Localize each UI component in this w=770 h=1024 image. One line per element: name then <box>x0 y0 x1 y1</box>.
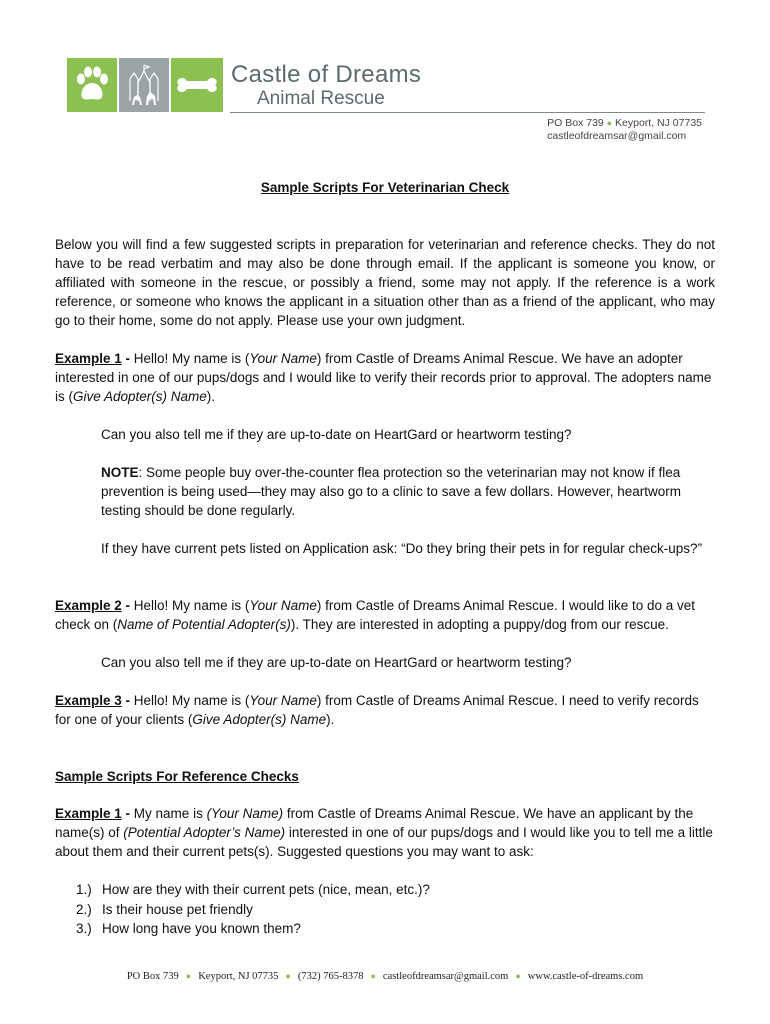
example-dash: - <box>121 598 134 613</box>
reference-questions-list <box>76 880 430 939</box>
list-text: How long have you known them? <box>102 921 301 936</box>
address-city: Keyport, NJ 07735 <box>615 117 702 129</box>
reference-section-title <box>55 767 715 786</box>
example-placeholder: Name of Potential Adopter(s) <box>117 617 291 632</box>
pets-question: If they have current pets listed on Application ask: “Do they bring their pets in for regular check-ups?” <box>101 541 703 556</box>
address-email: castleofdreamsar@gmail.com <box>547 130 687 142</box>
example-text: ). <box>326 712 335 727</box>
address-po-box: PO Box 739 <box>547 117 604 129</box>
example-dash: - <box>121 693 134 708</box>
example-label: Example 1 <box>55 351 122 366</box>
example-text: Hello! My name is ( <box>133 351 250 366</box>
example-text: Hello! My name is ( <box>133 693 250 708</box>
vet-example-1 <box>55 349 715 406</box>
list-number: 2.) <box>76 901 92 917</box>
dog-bone-icon <box>171 58 223 112</box>
reference-example-1 <box>55 804 715 861</box>
note-text: : Some people buy over-the-counter flea protection so the veterinarian may not know if flea prevention is being used—they may also go to a clinic to save a few dollars. However, heartworm testing should be done regularly. <box>101 465 682 518</box>
example-placeholder: Your Name <box>249 351 317 366</box>
heartgard-question: Can you also tell me if they are up-to-date on HeartGard or heartworm testing? <box>101 427 572 442</box>
header-address <box>547 117 702 143</box>
vet-example-2 <box>55 596 715 634</box>
list-item <box>76 919 430 939</box>
paw-print-icon <box>67 58 117 112</box>
example-text: interested in one of our pups/dogs and I would like you to tell me a little about them and their current pets(s). Suggested questions you may want to ask: <box>55 825 713 859</box>
bullet-icon: ● <box>285 971 291 981</box>
bullet-icon: ● <box>185 971 192 981</box>
org-subtitle: Animal Rescue <box>257 87 385 109</box>
footer-email: castleofdreamsar@gmail.com <box>382 971 509 982</box>
example-text: ) from Castle of Dreams Animal Rescue. I would like to do a vet check on ( <box>55 598 696 632</box>
list-number: 1.) <box>76 882 92 897</box>
example-placeholder: (Your Name) <box>206 806 284 821</box>
bullet-icon: ● <box>370 971 376 981</box>
example-placeholder: Give Adopter(s) Name <box>192 712 327 727</box>
org-name: Castle of Dreams <box>231 60 422 88</box>
heartgard-question-2: Can you also tell me if they are up-to-date on HeartGard or heartworm testing? <box>101 655 572 670</box>
example-label: Example 2 <box>55 598 122 613</box>
footer-website: www.castle-of-dreams.com <box>527 971 644 982</box>
castle-dogs-icon <box>119 58 169 112</box>
note-paragraph <box>101 463 715 520</box>
vet-example-3 <box>55 691 715 729</box>
logo-text <box>231 60 422 109</box>
footer-city: Keyport, NJ 07735 <box>198 971 279 982</box>
example-text: from Castle of Dreams Animal Rescue. We have an applicant by the name(s) of <box>55 806 694 840</box>
example-label: Example 3 <box>55 693 122 708</box>
page-footer <box>0 971 770 982</box>
example-text: My name is <box>133 806 207 821</box>
example-text: ) from Castle of Dreams Animal Rescue. I need to verify records for one of your clients ( <box>55 693 699 727</box>
note-label: NOTE <box>101 465 139 480</box>
example-placeholder: Give Adopter(s) Name <box>73 389 207 404</box>
footer-po-box: PO Box 739 <box>126 971 179 982</box>
list-number: 3.) <box>76 921 92 936</box>
list-text: Is their house pet friendly <box>102 901 253 917</box>
intro-paragraph: Below you will find a few suggested scripts in preparation for veterinarian and reference checks. They do not have to be read verbatim and may also be done through email. If the applicant is someone you know, or affiliated with someone in the rescue, or possibly a friend, some may not apply. If the reference is a work reference, or someone who knows the applicant in a situation other than as a friend of the applicant, who may go to their home, some do not apply. Please use your own judgment. <box>55 237 715 328</box>
example-placeholder: Your Name <box>249 598 317 613</box>
reference-title: Sample Scripts For Reference Checks <box>55 769 299 784</box>
list-item <box>76 900 430 920</box>
example-text: ). They are interested in adopting a puppy/dog from our rescue. <box>290 617 669 632</box>
list-text: How are they with their current pets (nice, mean, etc.)? <box>102 882 430 897</box>
example-text: ). <box>206 389 216 404</box>
org-logo <box>67 57 427 113</box>
header-rule <box>230 112 705 113</box>
logo-tiles <box>67 58 223 112</box>
example-text: ) from Castle of Dreams Animal Rescue. We have an adopter interested in one of our pups/dogs and I would like to verify their records prior to approval. The adopters name is ( <box>55 351 712 404</box>
example-text: Hello! My name is ( <box>133 598 250 613</box>
example-dash: - <box>121 806 134 821</box>
bullet-icon: ● <box>606 118 613 128</box>
example-dash: - <box>121 351 134 366</box>
example-placeholder: (Potential Adopter’s Name) <box>123 825 286 840</box>
footer-phone: (732) 765-8378 <box>297 971 364 982</box>
example-label: Example 1 <box>55 806 122 821</box>
document-title: Sample Scripts For Veterinarian Check <box>260 180 510 195</box>
list-item <box>76 880 430 900</box>
bullet-icon: ● <box>515 971 521 981</box>
example-placeholder: Your Name <box>249 693 317 708</box>
